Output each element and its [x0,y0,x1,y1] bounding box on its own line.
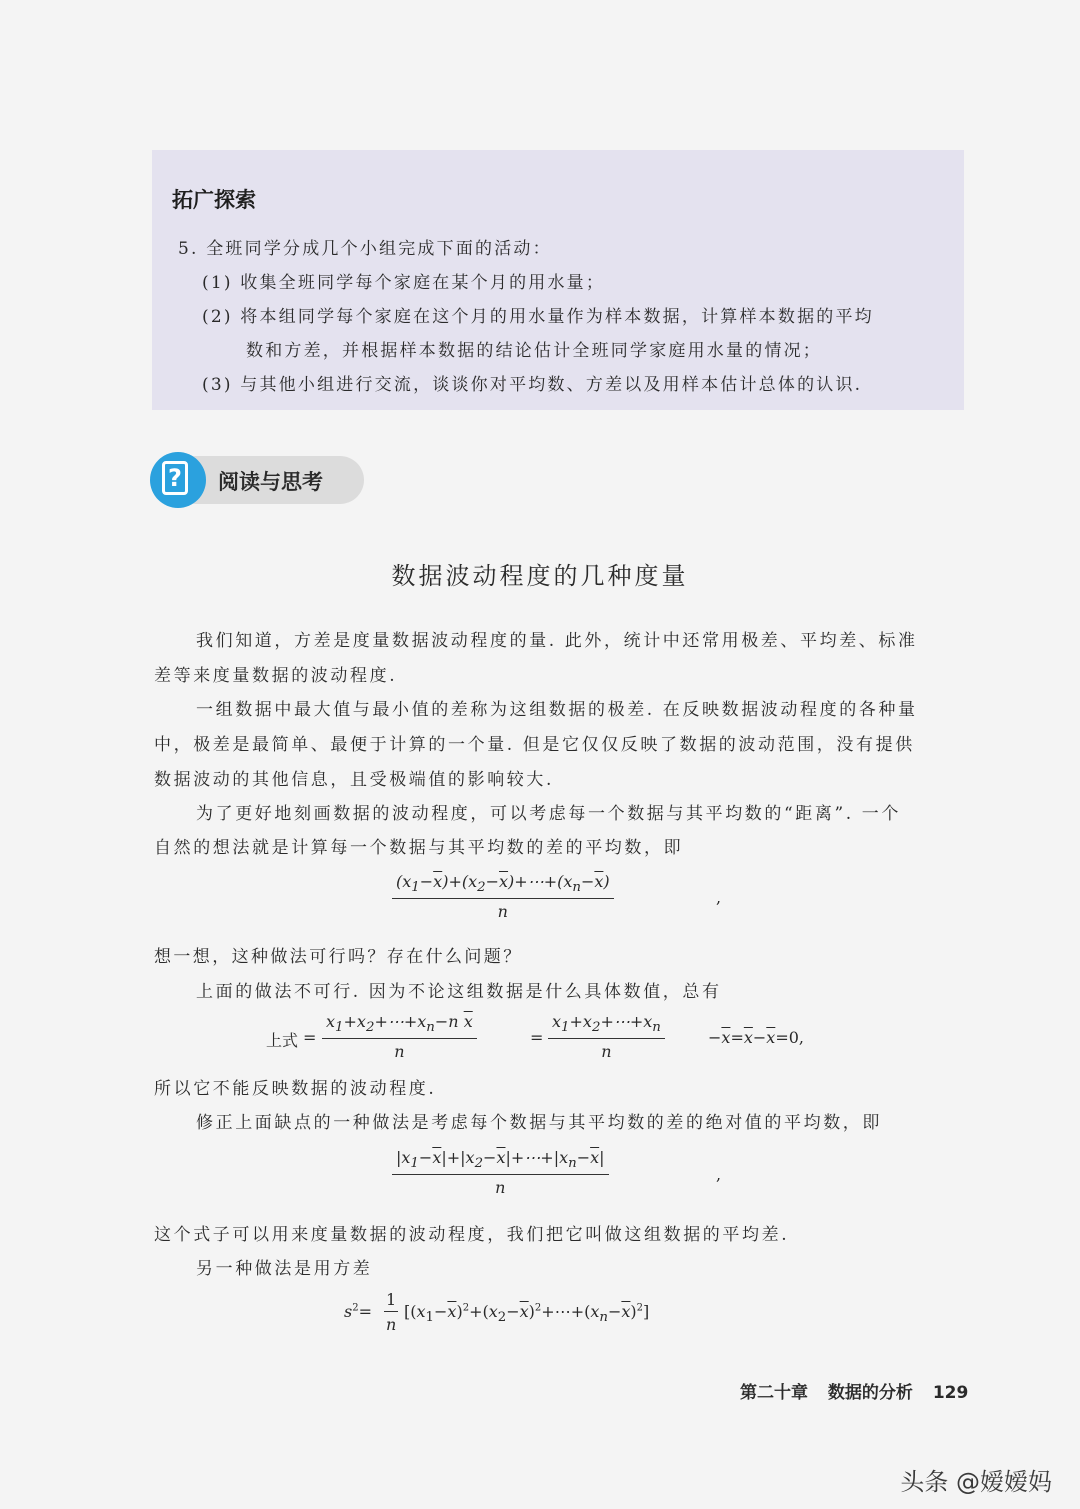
paragraph-1a: 我们知道，方差是度量数据波动程度的量. 此外，统计中还常用极差、平均差、标准 [196,631,918,651]
formula-mean-deviation-raw: $\frac{(x_1-\overline{x})+(x_2-\overline{x})+\cdots+(x_n-\overline{x})}{n}$ [392,872,614,921]
textbook-page: 拓广探索 5. 全班同学分成几个小组完成下面的活动： (1) 收集全班同学每个家庭在某个月的用水量； (2) 将本组同学每个家庭在这个月的用水量作为样本数据，计算样本数据的平均 数和方差，并根据样本数据的结论估计全班同学家庭用水量的情况； (3) 与其他小组进行交流，谈谈你对平均数、方差以及用样本估计总体的认识. ? 阅读与思考 数据波动程度的几种度量 我们知道，方差是度量数据波动程度的量. 此外，统计中还常用极差、平均差、标准 差等来度量数据的波动程度. 一组数据中最大值与最小值的差称为这组数据的极差. 在反映数据波动程度的各种量 中，极差是最简单、最便于计算的一个量. 但是它仅仅反映了数据的波动范围，没有提供 数据波动的其他信息，且受极端值的影响较大. 为了更好地刻画数据的波动程度，可以考虑每一个数据与其平均数的“距离”. 一个 自然的想法就是计算每一个数据与其平均数的差的平均数，即 $\frac{(x_1-\overline{x})+(x_2-\overline{x})+\cdots+(x_n-\overline{x})}{n}$ , 想一想，这种做法可行吗？存在什么问题？ 上面的做法不可行. 因为不论这组数据是什么具体数值，总有 上式 = $\frac{x_1+x_2+\cdots+x_n-n \overline{x}}{n}$ = $\frac{x_1+x_2+\cdots+x_n}{n}$ $-\overline{x}=\overline{x}-\overline{x}=0$, 所以它不能反映数据的波动程度. 修正上面缺点的一种做法是考虑每个数据与其平均数的差的绝对值的平均数，即 $\frac{|x_1-\overline{x}|+|x_2-\overline{x}|+\cdots+|x_n-\overline{x}|}{n}$ , 这个式子可以用来度量数据的波动程度，我们把它叫做这组数据的平均差. 另一种做法是用方差 $s^2=$ $\frac{1}{n}$ $[(x_1-\overline{x})^2+(x_2-\overline{x})^2+\cdots+(x_n-\overline{x})^2]$ 第二十章 数据的分析 129 头条 @嫒嫒妈 [0,0,1080,1509]
badge-label: 阅读与思考 [218,470,323,494]
paragraph-4: 上面的做法不可行. 因为不论这组数据是什么具体数值，总有 [196,982,722,1002]
page-footer [740,1378,982,1403]
paragraph-3a: 为了更好地刻画数据的波动程度，可以考虑每一个数据与其平均数的“距离”. 一个 [196,804,901,824]
paragraph-2c: 数据波动的其他信息，且受极端值的影响较大. [154,770,555,790]
question-line: 想一想，这种做法可行吗？存在什么问题？ [154,947,523,967]
extension-exploration-box [152,150,964,410]
paragraph-1b: 差等来度量数据的波动程度. [154,666,398,686]
paragraph-2a: 一组数据中最大值与最小值的差称为这组数据的极差. 在反映数据波动程度的各种量 [196,700,918,720]
question-mark-icon: ? [150,452,206,508]
formula-variance: $s^2=$ [344,1302,372,1321]
exercise-item: 5. 全班同学分成几个小组完成下面的活动： [178,239,552,259]
formula-mean-absolute-deviation: $\frac{|x_1-\overline{x}|+|x_2-\overline{x}|+\cdots+|x_n-\overline{x}|}{n}$ [392,1148,609,1197]
formula-sum-fraction: $\frac{x_1+x_2+\cdots+x_n-n \overline{x}}{n}$ [322,1012,477,1061]
reading-thinking-badge [150,452,364,508]
section-label: 数据的分析 [827,1383,913,1403]
exercise-sub-1: (1) 收集全班同学每个家庭在某个月的用水量； [202,273,606,293]
paragraph-2b: 中，极差是最简单、最便于计算的一个量. 但是它仅仅反映了数据的波动范围，没有提供 [154,735,915,755]
paragraph-3b: 自然的想法就是计算每一个数据与其平均数的差的平均数，即 [154,838,684,858]
paragraph-5: 所以它不能反映数据的波动程度. [154,1079,437,1099]
formula-variance-fraction: $\frac{1}{n}$ [385,1290,397,1334]
exercise-sub-2a: (2) 将本组同学每个家庭在这个月的用水量作为样本数据，计算样本数据的平均 [202,307,874,327]
paragraph-8: 另一种做法是用方差 [196,1259,373,1279]
extension-title: 拓广探索 [172,188,256,212]
formula-label: 上式 [266,1031,299,1050]
exercise-sub-2b: 数和方差，并根据样本数据的结论估计全班同学家庭用水量的情况； [246,341,822,361]
article-title: 数据波动程度的几种度量 [391,562,689,590]
formula-sum-fraction-2: $\frac{x_1+x_2+\cdots+x_n}{n}$ [548,1012,665,1061]
page-number: 129 [932,1383,969,1403]
source-credit: 头条 @嫒嫒妈 [900,1468,1052,1496]
chapter-label: 第二十章 [740,1383,808,1403]
paragraph-7: 这个式子可以用来度量数据的波动程度，我们把它叫做这组数据的平均差. [154,1225,790,1245]
exercise-sub-3: (3) 与其他小组进行交流，谈谈你对平均数、方差以及用样本估计总体的认识. [202,375,863,395]
paragraph-6: 修正上面缺点的一种做法是考虑每个数据与其平均数的差的绝对值的平均数，即 [196,1113,882,1133]
